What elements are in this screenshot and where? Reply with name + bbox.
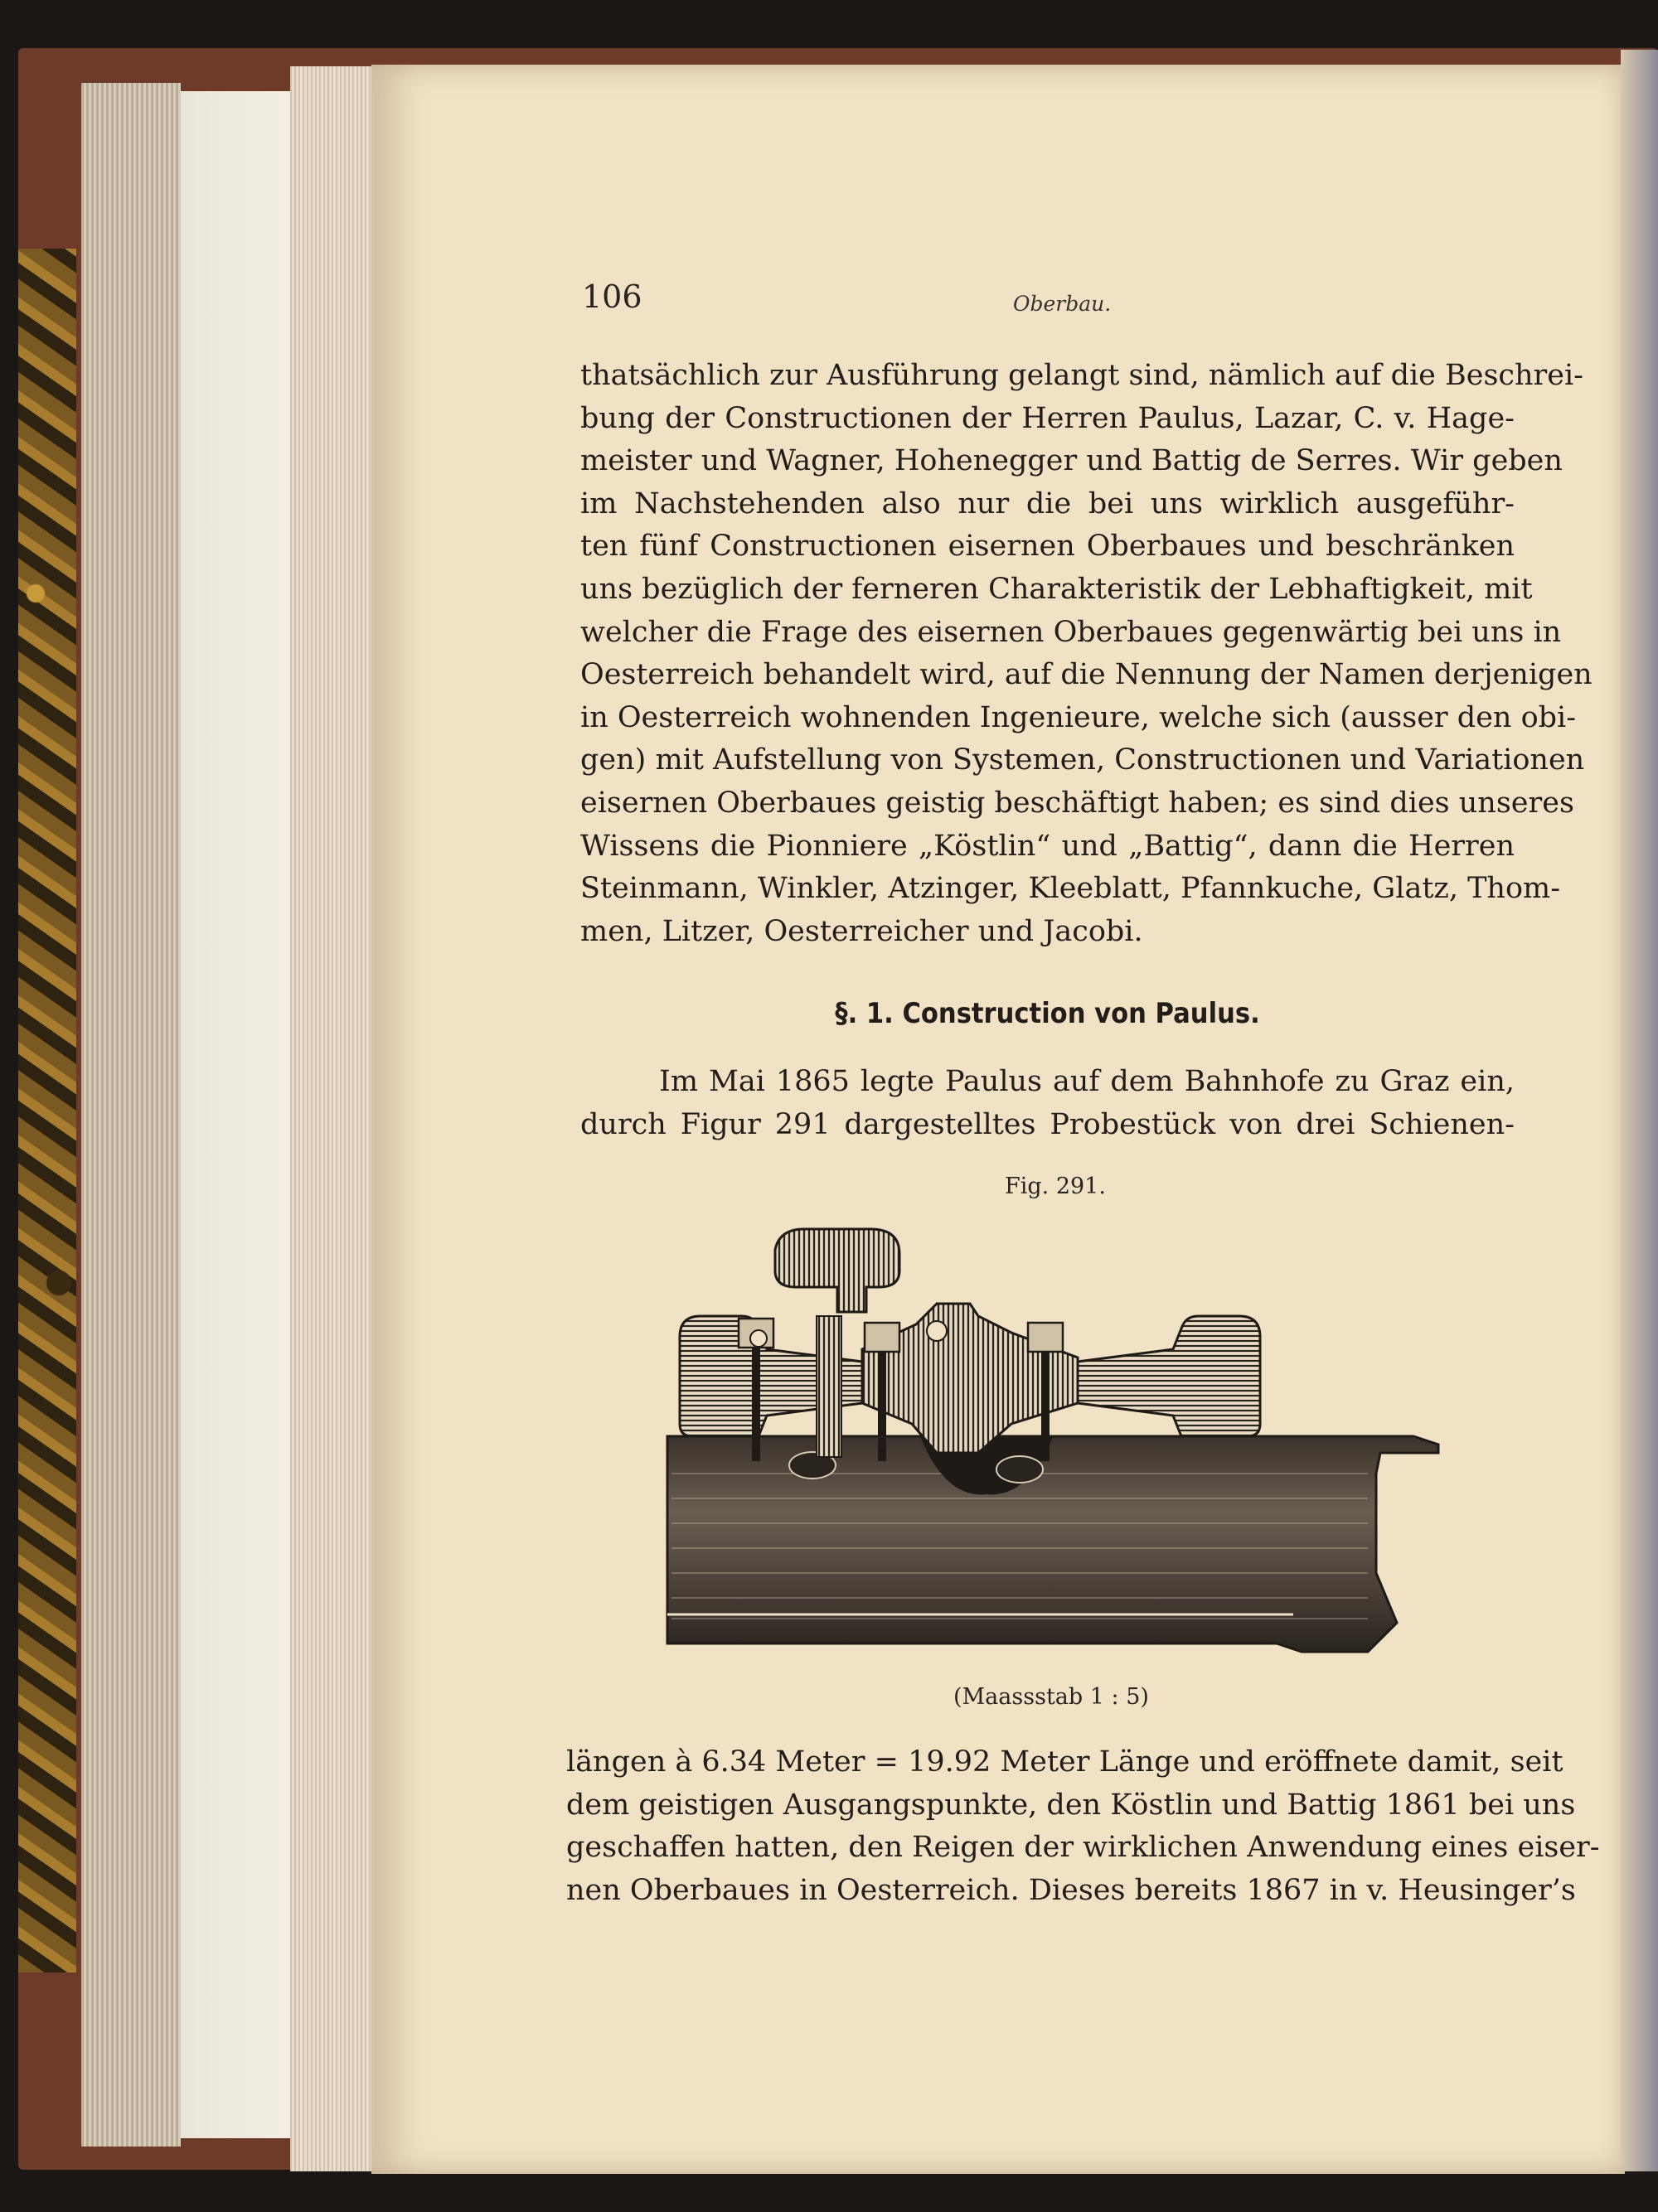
text-line: thatsächlich zur Ausführung gelangt sind, nämlich auf die Beschrei- [580,359,1584,392]
text-line: gen) mit Aufstellung von Systemen, Constructionen und Variationen [580,743,1585,777]
text-line: bung der Constructionen der Herren Paulus, Lazar, C. v. Hage- [580,401,1515,435]
text-line: meister und Wagner, Hohenegger und Battig de Serres. Wir geben [580,444,1563,478]
text-line: men, Litzer, Oesterreicher und Jacobi. [580,914,1143,948]
figure-label: Fig. 291. [1005,1174,1106,1199]
rail-body [667,1436,1438,1652]
paulus-paragraph [580,1061,1515,1146]
running-head: Oberbau. [1013,292,1112,316]
continuation-paragraph [566,1741,1600,1912]
text-line: Steinmann, Winkler, Atzinger, Kleeblatt, Pfannkuche, Glatz, Thom- [580,872,1561,906]
text-line: nen Oberbaues in Oesterreich. Dieses bereits 1867 in v. Heusinger’s [566,1873,1576,1907]
right-edge [1621,50,1658,2171]
figure-scale: (Maassstab 1 : 5) [953,1684,1149,1710]
text-line: im Nachstehenden also nur die bei uns wirklich ausgeführ- [580,486,1515,520]
right-rail-head [1078,1316,1260,1436]
text-line: welcher die Frage des eisernen Oberbaues gegenwärtig bei uns in [580,615,1562,649]
text-line: durch Figur 291 dargestelltes Probestück von drei Schienen- [580,1107,1515,1141]
section-heading: §. 1. Construction von Paulus. [835,997,1260,1030]
marbled-edge [18,249,76,1972]
wedge-key [775,1229,899,1312]
page-edges [81,83,181,2147]
text-line: Oesterreich behandelt wird, auf die Nennung der Namen derjenigen [580,658,1593,692]
gutter-pages [290,66,373,2171]
text-line: dem geistigen Ausgangspunkte, den Köstlin und Battig 1861 bei uns [566,1788,1576,1822]
intro-paragraph [580,355,1593,953]
text-line: uns bezüglich der ferneren Charakteristik der Lebhaftigkeit, mit [580,572,1533,606]
text-line: in Oesterreich wohnenden Ingenieure, welche sich (ausser den obi- [580,700,1577,734]
text-line: Im Mai 1865 legte Paulus auf dem Bahnhofe zu Graz ein, [659,1065,1515,1098]
text-line: Wissens die Pionniere „Köstlin“ und „Battig“, dann die Herren [580,829,1515,863]
text-line: geschaffen hatten, den Reigen der wirklichen Anwendung eines eiser- [566,1831,1600,1865]
text-line: ten fünf Constructionen eisernen Oberbaues und beschränken [580,530,1515,564]
left-page [181,91,297,2138]
page-number: 106 [582,278,642,315]
text-line: längen à 6.34 Meter = 19.92 Meter Länge und eröffnete damit, seit [566,1745,1563,1779]
rail-illustration [663,1225,1451,1656]
text-line: eisernen Oberbaues geistig beschäftigt haben; es sind dies unseres [580,786,1574,820]
